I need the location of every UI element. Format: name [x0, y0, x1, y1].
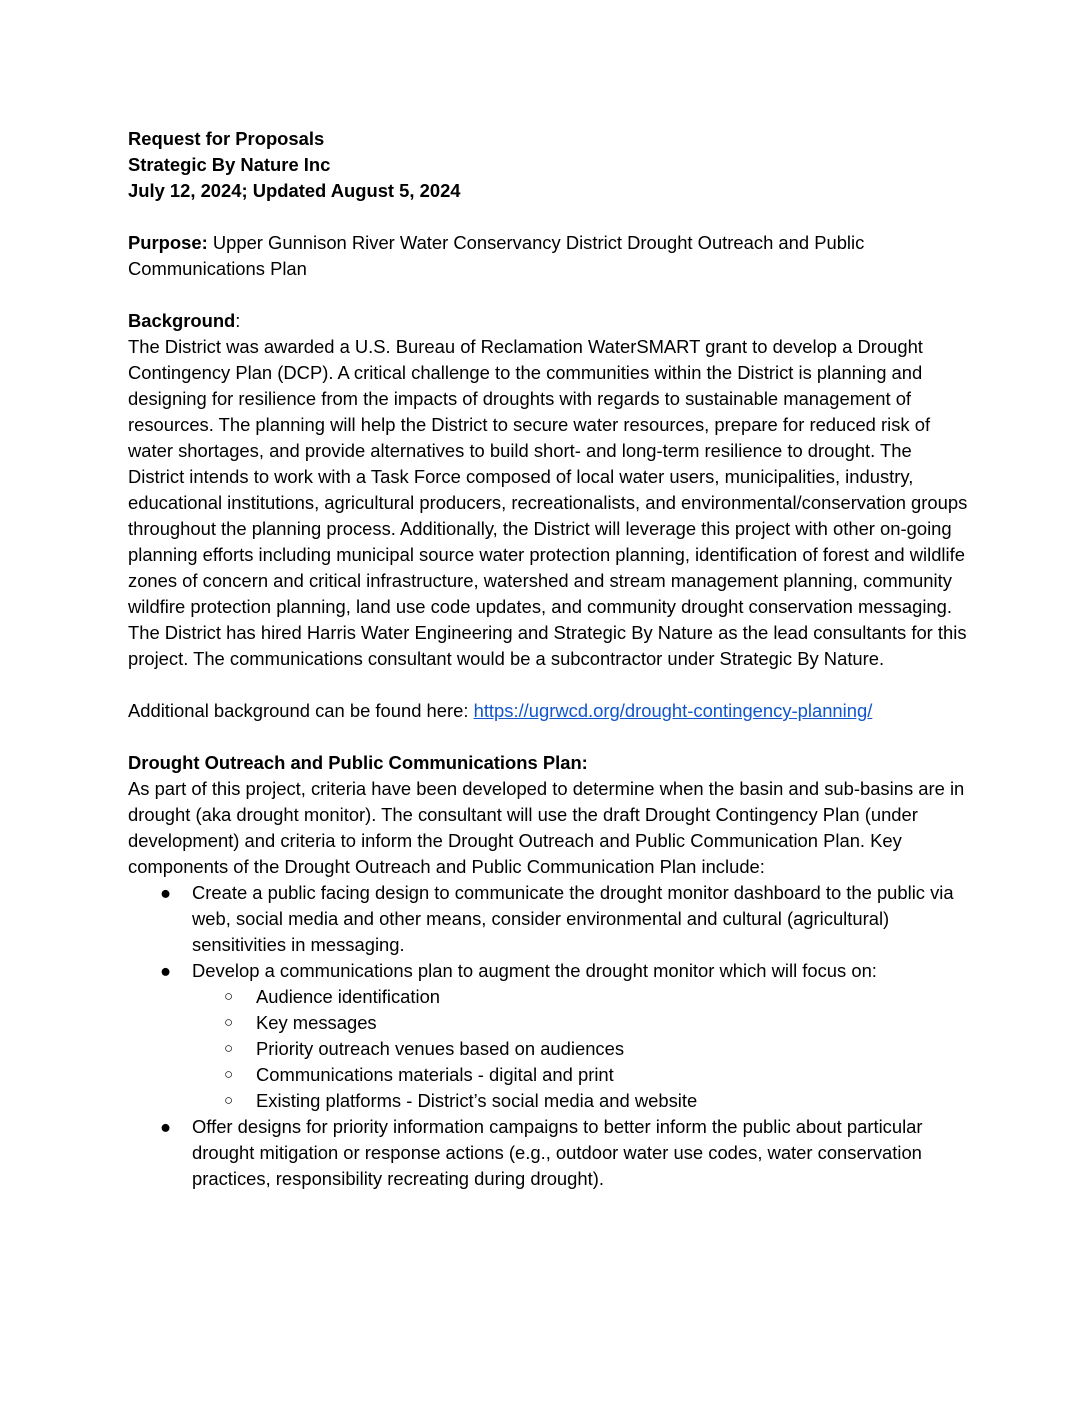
purpose-paragraph [128, 230, 968, 282]
circle-bullet-icon: ○ [224, 988, 234, 1005]
purpose-label: Purpose: [128, 232, 208, 253]
list-item [128, 880, 968, 958]
circle-bullet-icon: ○ [224, 1014, 234, 1031]
bullet-text: Offer designs for priority information campaigns to better inform the public about particular drought mitigation or response actions (e.g., outdoor water use codes, water conservation practices, responsibility recreating during drought). [192, 1116, 923, 1189]
list-item [128, 1114, 968, 1192]
background-colon: : [235, 310, 241, 331]
sub-list-item [192, 984, 968, 1010]
bullet-icon: ● [160, 960, 172, 981]
list-item [128, 958, 968, 1114]
spacer [128, 672, 968, 698]
additional-background-text: Additional background can be found here: [128, 700, 474, 721]
spacer [128, 724, 968, 750]
header-date: July 12, 2024; Updated August 5, 2024 [128, 180, 461, 201]
circle-bullet-icon: ○ [224, 1040, 234, 1057]
background-heading [128, 308, 968, 334]
sub-item-text: Communications materials - digital and print [256, 1064, 614, 1085]
sub-item-text: Existing platforms - District’s social media and website [256, 1090, 698, 1111]
sub-item-text: Priority outreach venues based on audiences [256, 1038, 625, 1059]
sub-item-text: Key messages [256, 1012, 377, 1033]
plan-heading: Drought Outreach and Public Communications Plan: [128, 752, 588, 773]
plan-bullet-list [128, 880, 968, 1192]
bullet-text: Develop a communications plan to augment the drought monitor which will focus on: [192, 960, 877, 981]
sub-list-item [192, 1088, 968, 1114]
spacer [128, 282, 968, 308]
bullet-text: Create a public facing design to communicate the drought monitor dashboard to the public via web, social media and other means, consider environmental and cultural (agricultural) sensitivities in messaging. [192, 882, 954, 955]
circle-bullet-icon: ○ [224, 1066, 234, 1083]
background-paragraph: The District was awarded a U.S. Bureau of Reclamation WaterSMART grant to develop a Drought Contingency Plan (DCP). A critical challenge to the communities within the District is planning and designing for resilience from the impacts of droughts with regards to sustainable management of resources. The planning will help the District to secure water resources, prepare for reduced risk of water shortages, and provide alternatives to build short- and long-term resilience to drought. The District intends to work with a Task Force composed of local water users, municipalities, industry, educational institutions, agricultural producers, recreationalists, and environmental/conservation groups throughout the planning process. Additionally, the District will leverage this project with other on-going planning efforts including municipal source water protection planning, identification of forest and wildlife zones of concern and critical infrastructure, watershed and stream management planning, community wildfire protection planning, land use code updates, and community drought conservation messaging. The District has hired Harris Water Engineering and Strategic By Nature as the lead consultants for this project. The communications consultant would be a subcontractor under Strategic By Nature. [128, 336, 968, 669]
additional-background [128, 698, 968, 724]
plan-intro: As part of this project, criteria have been developed to determine when the basin and sub-basins are in drought (aka drought monitor). The consultant will use the draft Drought Contingency Plan (under development) and criteria to inform the Drought Outreach and Public Communication Plan. Key components of the Drought Outreach and Public Communication Plan include: [128, 778, 965, 877]
bullet-icon: ● [160, 1116, 172, 1137]
sub-list [192, 984, 968, 1114]
sub-list-item [192, 1036, 968, 1062]
document-page [128, 126, 968, 1192]
drought-planning-link[interactable]: https://ugrwcd.org/drought-contingency-planning/ [473, 700, 873, 721]
header-title: Request for Proposals [128, 128, 325, 149]
spacer [128, 204, 968, 230]
purpose-text: Upper Gunnison River Water Conservancy District Drought Outreach and Public Communications Plan [128, 232, 865, 279]
header-organization: Strategic By Nature Inc [128, 154, 331, 175]
sub-list-item [192, 1010, 968, 1036]
sub-item-text: Audience identification [256, 986, 441, 1007]
sub-list-item [192, 1062, 968, 1088]
bullet-icon: ● [160, 882, 172, 903]
circle-bullet-icon: ○ [224, 1092, 234, 1109]
background-label: Background [128, 310, 236, 331]
